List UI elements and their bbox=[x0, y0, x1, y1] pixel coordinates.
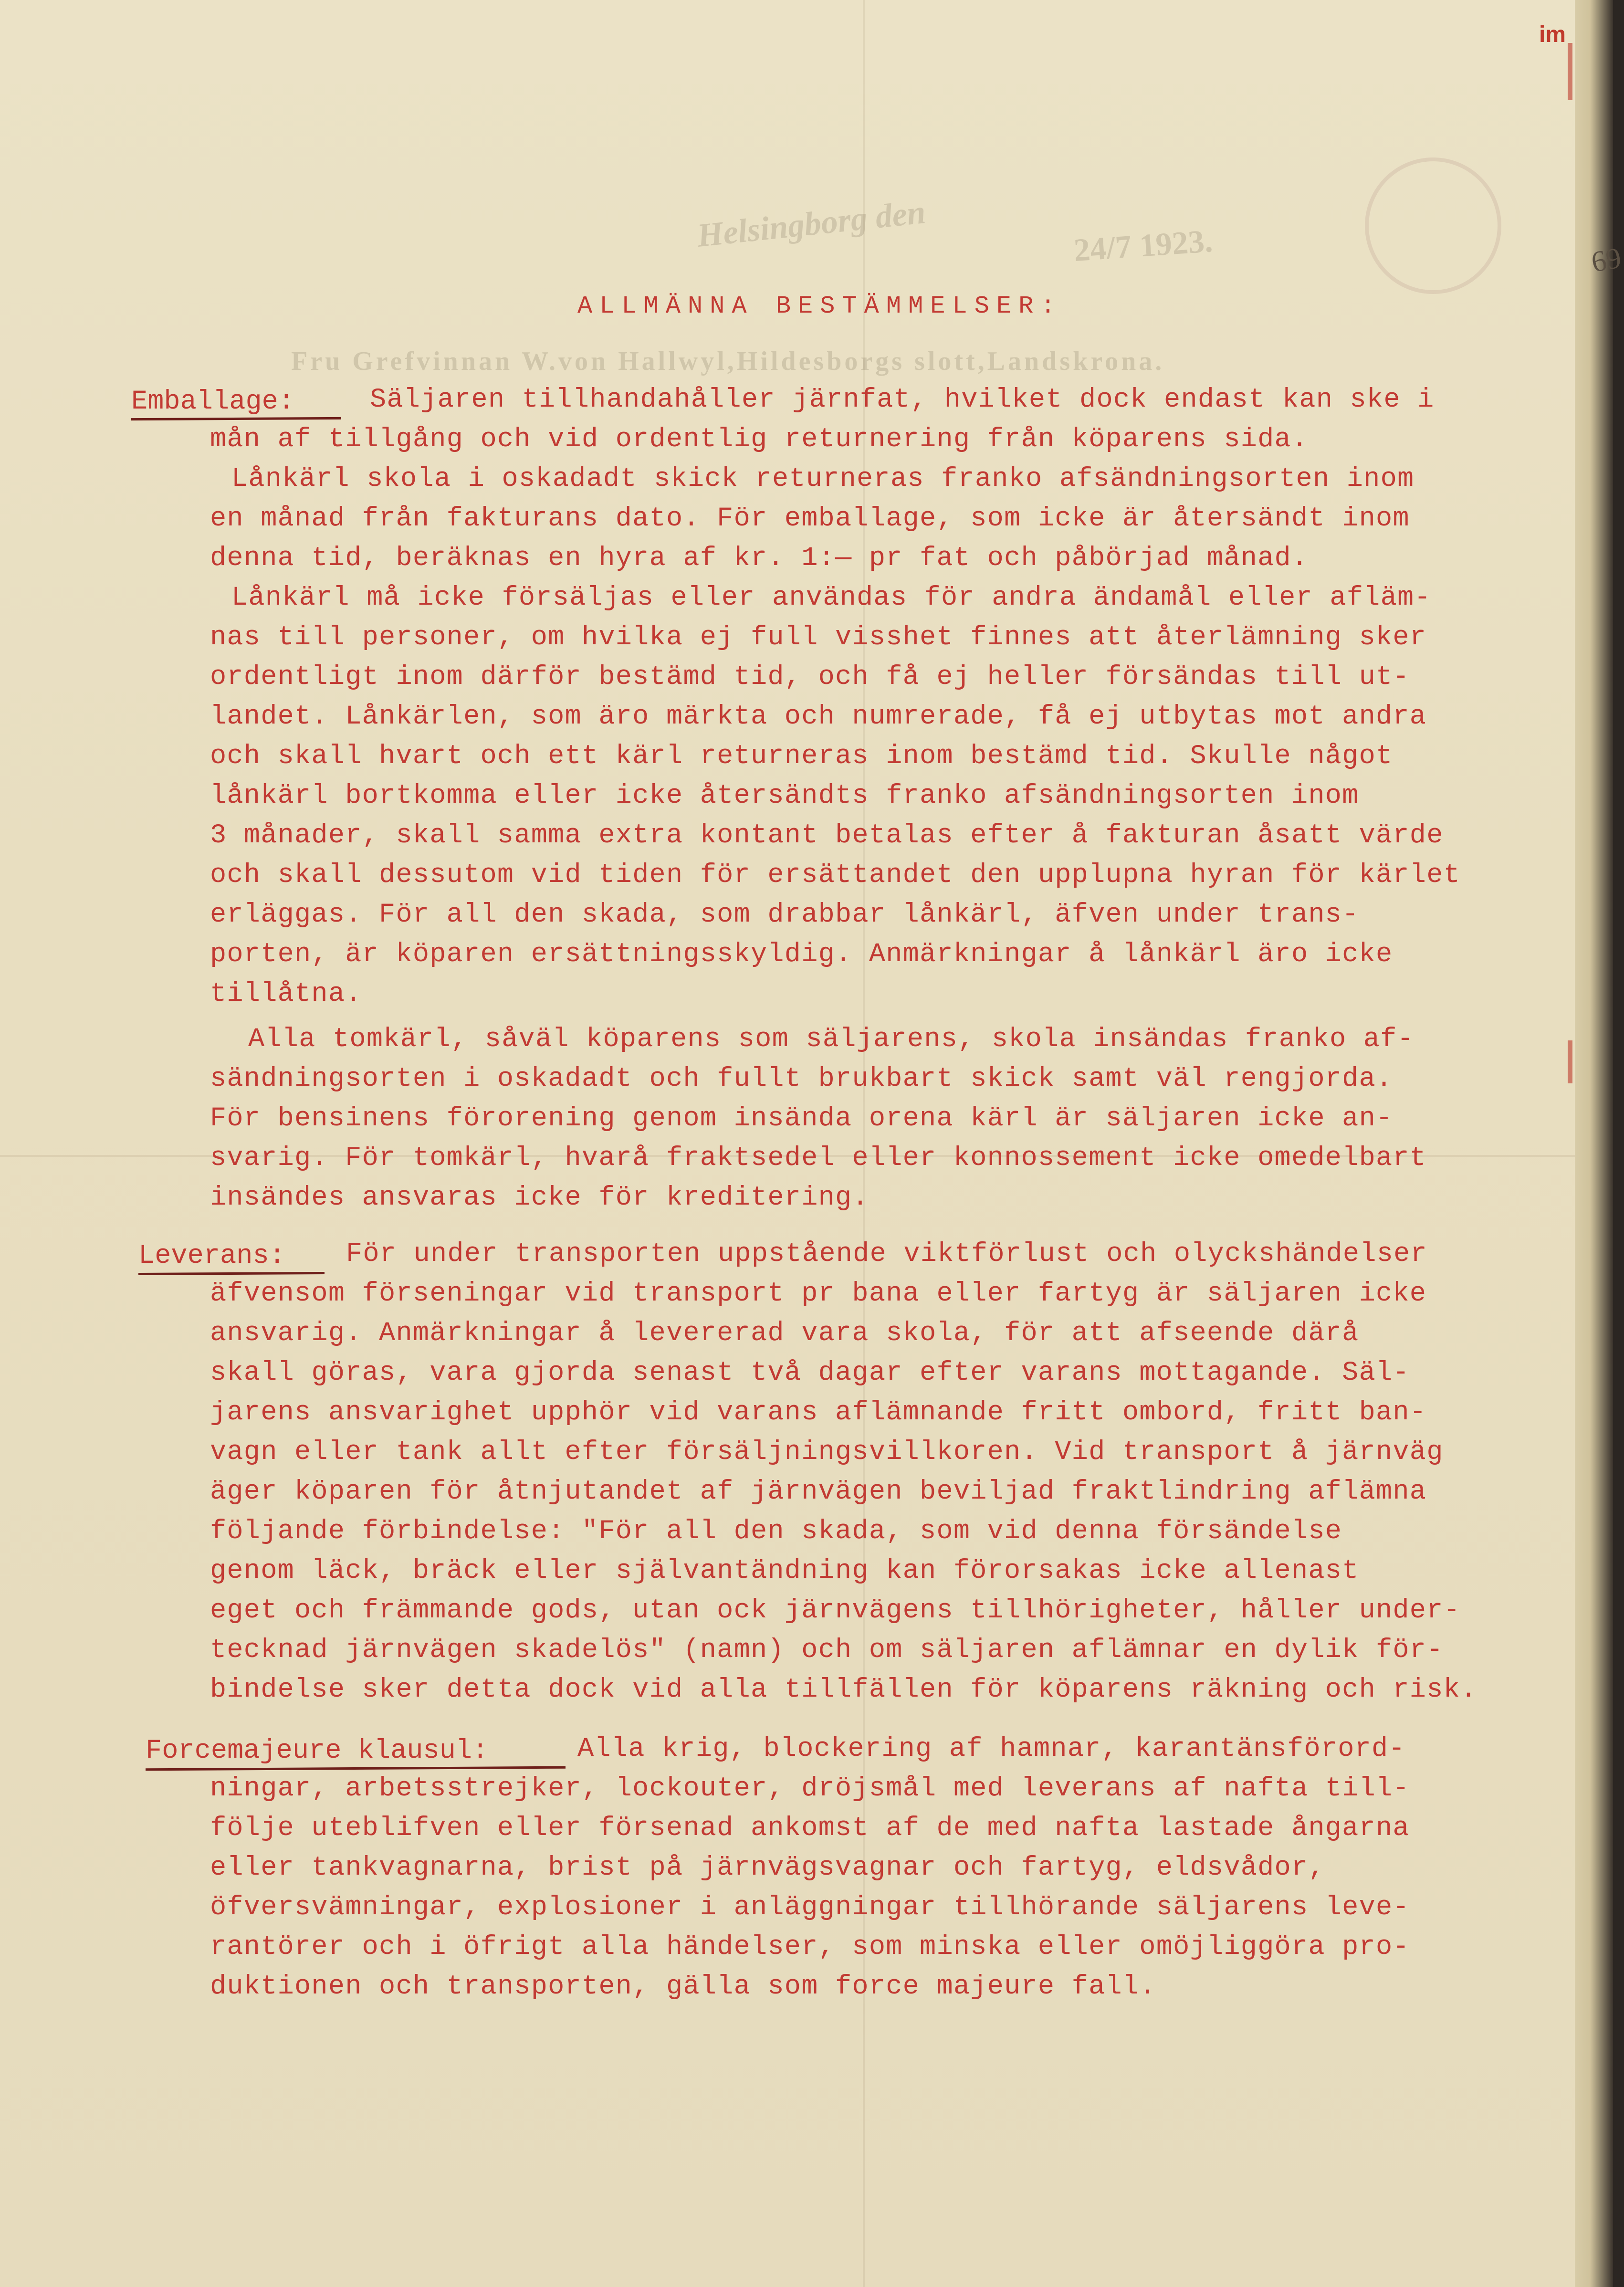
edge-mark-red bbox=[1568, 43, 1572, 100]
bleed-through-place: Helsingborg den bbox=[695, 194, 927, 254]
text-line: och skall hvart och ett kärl returneras inom bestämd tid. Skulle något bbox=[210, 741, 1393, 772]
bleed-through-stamp-icon bbox=[1365, 157, 1501, 294]
text-line: Alla krig, blockering af hamnar, karantänsförord- bbox=[577, 1734, 1405, 1764]
text-line: ningar, arbetsstrejker, lockouter, dröjsmål med leverans af nafta till- bbox=[210, 1773, 1410, 1804]
text-line: Lånkärl skola i oskadadt skick returneras franko afsändningsorten inom bbox=[231, 464, 1414, 494]
text-line: eget och främmande gods, utan ock järnvägens tillhörigheter, håller under- bbox=[210, 1595, 1461, 1626]
text-line: öfversvämningar, explosioner i anläggningar tillhörande säljarens leve- bbox=[210, 1892, 1410, 1923]
page-title: ALLMÄNNA BESTÄMMELSER: bbox=[577, 292, 1063, 320]
text-line: genom läck, bräck eller självantändning kan förorsakas icke allenast bbox=[210, 1556, 1359, 1586]
text-line: tecknad järnvägen skadelös" (namn) och om säljaren aflämnar en dylik för- bbox=[210, 1635, 1444, 1666]
text-line: denna tid, beräknas en hyra af kr. 1:— pr fat och påbörjad månad. bbox=[210, 543, 1309, 574]
page-number: 69 bbox=[1589, 241, 1624, 279]
text-line: äfvensom förseningar vid transport pr bana eller fartyg är säljaren icke bbox=[210, 1279, 1427, 1309]
text-line: och skall dessutom vid tiden för ersättandet den upplupna hyran för kärlet bbox=[210, 860, 1461, 891]
edge-mark-red bbox=[1568, 1040, 1572, 1083]
section-label-forcemajeure: Forcemajeure klausul: bbox=[146, 1736, 489, 1766]
text-line: duktionen och transporten, gälla som force majeure fall. bbox=[210, 1972, 1156, 2002]
section-label-leverans: Leverans: bbox=[138, 1241, 285, 1271]
text-line: Alla tomkärl, såväl köparens som säljarens, skola insändas franko af- bbox=[248, 1024, 1414, 1055]
text-line: porten, är köparen ersättningsskyldig. Anmärkningar å lånkärl äro icke bbox=[210, 939, 1393, 970]
section-label-emballage: Emballage: bbox=[131, 387, 295, 417]
text-line: landet. Lånkärlen, som äro märkta och numrerade, få ej utbytas mot andra bbox=[210, 702, 1427, 732]
bleed-through-address: Fru Grefvinnan W.von Hallwyl,Hildesborgs slott,Landskrona. bbox=[291, 346, 1165, 376]
text-line: följande förbindelse: "För all den skada, som vid denna försändelse bbox=[210, 1516, 1342, 1547]
text-line: bindelse sker detta dock vid alla tillfällen för köparens räkning och risk. bbox=[210, 1675, 1477, 1705]
text-line: 3 månader, skall samma extra kontant betalas efter å fakturan åsatt värde bbox=[210, 820, 1444, 851]
text-line: följe uteblifven eller försenad ankomst af de med nafta lastade ångarna bbox=[210, 1813, 1410, 1844]
text-line: För under transporten uppstående viktförlust och olyckshändelser bbox=[346, 1239, 1427, 1269]
text-line: tillåtna. bbox=[210, 979, 362, 1009]
corner-mark: im bbox=[1539, 22, 1566, 47]
text-line: För bensinens förorening genom insända orena kärl är säljaren icke an- bbox=[210, 1103, 1393, 1134]
text-line: insändes ansvaras icke för kreditering. bbox=[210, 1183, 869, 1213]
text-line: ansvarig. Anmärkningar å levererad vara skola, för att afseende därå bbox=[210, 1318, 1359, 1349]
underline-emballage bbox=[131, 417, 341, 420]
underline-forcemajeure bbox=[146, 1766, 566, 1771]
text-line: mån af tillgång och vid ordentlig returnering från köparens sida. bbox=[210, 424, 1309, 455]
text-line: erläggas. För all den skada, som drabbar lånkärl, äfven under trans- bbox=[210, 900, 1359, 930]
text-line: jarens ansvarighet upphör vid varans aflämnande fritt ombord, fritt ban- bbox=[210, 1397, 1427, 1428]
text-line: eller tankvagnarna, brist på järnvägsvagnar och fartyg, eldsvådor, bbox=[210, 1853, 1325, 1883]
text-line: sändningsorten i oskadadt och fullt brukbart skick samt väl rengjorda. bbox=[210, 1064, 1393, 1094]
text-line: en månad från fakturans dato. För emballage, som icke är återsändt inom bbox=[210, 504, 1410, 534]
text-line: lånkärl bortkomma eller icke återsändts franko afsändningsorten inom bbox=[210, 781, 1359, 811]
text-line: rantörer och i öfrigt alla händelser, som minska eller omöjliggöra pro- bbox=[210, 1932, 1410, 1962]
underline-leverans bbox=[138, 1272, 325, 1275]
text-line: äger köparen för åtnjutandet af järnvägen beviljad fraktlindring aflämna bbox=[210, 1477, 1427, 1507]
text-line: nas till personer, om hvilka ej full visshet finnes att återlämning sker bbox=[210, 622, 1427, 653]
text-line: vagn eller tank allt efter försäljningsvillkoren. Vid transport å järnväg bbox=[210, 1437, 1444, 1468]
text-line: Säljaren tillhandahåller järnfat, hvilket dock endast kan ske i bbox=[370, 385, 1435, 415]
text-line: Lånkärl må icke försäljas eller användas för andra ändamål eller afläm- bbox=[231, 583, 1431, 613]
adjacent-page-edge bbox=[1575, 0, 1613, 2287]
text-line: svarig. För tomkärl, hvarå fraktsedel eller konnossement icke omedelbart bbox=[210, 1143, 1427, 1174]
text-line: skall göras, vara gjorda senast två dagar efter varans mottagande. Säl- bbox=[210, 1358, 1410, 1388]
bleed-through-date: 24/7 1923. bbox=[1072, 222, 1214, 269]
text-line: ordentligt inom därför bestämd tid, och få ej heller försändas till ut- bbox=[210, 662, 1410, 692]
